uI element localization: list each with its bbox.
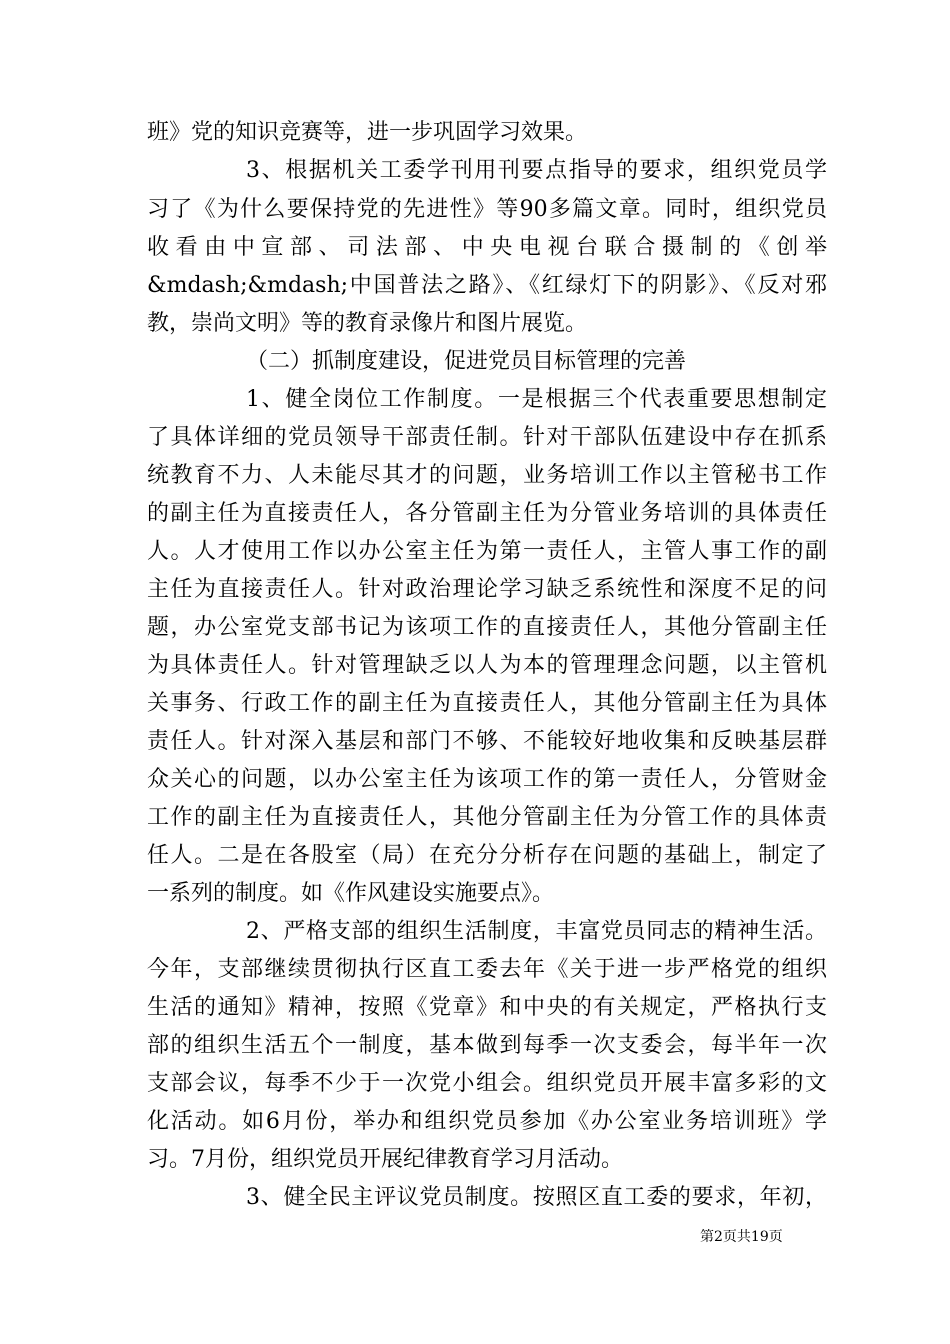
text-line: 的副主任为直接责任人，各分管副主任为分管业务培训的具体责任 (147, 501, 827, 526)
text-line: 今年，支部继续贯彻执行区直工委去年《关于进一步严格党的组织 (147, 957, 827, 982)
text-line: 责任人。针对深入基层和部门不够、不能较好地收集和反映基层群 (147, 729, 827, 754)
text-line: 为具体责任人。针对管理缺乏以人为本的管理理念问题，以主管机 (147, 653, 827, 678)
text-line: 了具体详细的党员领导干部责任制。针对干部队伍建设中存在抓系 (147, 425, 827, 450)
text-line: 统教育不力、人未能尽其才的问题，业务培训工作以主管秘书工作 (147, 463, 827, 488)
text-line: 习。7月份，组织党员开展纪律教育学习月活动。 (147, 1147, 623, 1172)
text-line: 一系列的制度。如《作风建设实施要点》。 (147, 881, 555, 906)
text-line: 生活的通知》精神，按照《党章》和中央的有关规定，严格执行支 (147, 995, 827, 1020)
text-line: 关事务、行政工作的副主任为直接责任人，其他分管副主任为具体 (147, 691, 827, 716)
text-line: &mdash;&mdash;中国普法之路》、《红绿灯下的阴影》、《反对邪 (147, 273, 827, 298)
text-line: 2、严格支部的组织生活制度，丰富党员同志的精神生活。 (246, 919, 827, 944)
text-line: 部的组织生活五个一制度，基本做到每季一次支委会，每半年一次 (147, 1033, 827, 1058)
text-line: 班》党的知识竞赛等，进一步巩固学习效果。 (147, 120, 588, 145)
text-line: 教，崇尚文明》等的教育录像片和图片展览。 (147, 311, 588, 336)
text-line: 题，办公室党支部书记为该项工作的直接责任人，其他分管副主任 (147, 615, 827, 640)
page-number: 第2页共19页 (700, 1229, 783, 1245)
section-heading: （二）抓制度建设，促进党员目标管理的完善 (246, 349, 687, 374)
text-line: 人。人才使用工作以办公室主任为第一责任人，主管人事工作的副 (147, 539, 827, 564)
text-line: 化活动。如6月份，举办和组织党员参加《办公室业务培训班》学 (147, 1109, 827, 1134)
text-line: 众关心的问题，以办公室主任为该项工作的第一责任人，分管财金 (147, 767, 827, 792)
text-line: 3、根据机关工委学刊用刊要点指导的要求，组织党员学 (246, 158, 827, 183)
text-line: 3、健全民主评议党员制度。按照区直工委的要求，年初， (246, 1185, 827, 1210)
text-line: 支部会议，每季不少于一次党小组会。组织党员开展丰富多彩的文 (147, 1071, 827, 1096)
text-line: 任人。二是在各股室（局）在充分分析存在问题的基础上，制定了 (147, 843, 827, 868)
text-line: 工作的副主任为直接责任人，其他分管副主任为分管工作的具体责 (147, 805, 827, 830)
text-line: 主任为直接责任人。针对政治理论学习缺乏系统性和深度不足的问 (147, 577, 827, 602)
text-line: 收看由中宣部、司法部、中央电视台联合摄制的《创举 (147, 235, 827, 260)
text-line: 1、健全岗位工作制度。一是根据三个代表重要思想制定 (246, 387, 827, 412)
text-line: 习了《为什么要保持党的先进性》等90多篇文章。同时，组织党员 (147, 197, 827, 222)
